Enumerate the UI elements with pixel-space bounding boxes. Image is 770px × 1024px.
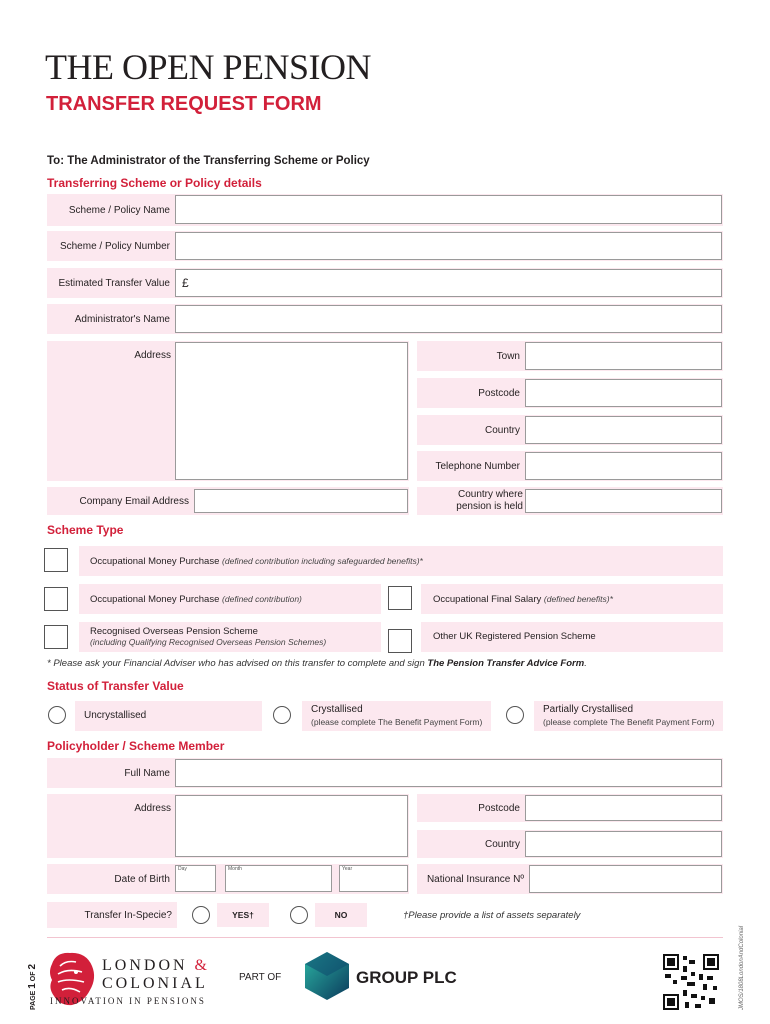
ni-label: National Insurance Nº	[426, 873, 524, 885]
other-uk-checkbox[interactable]	[388, 629, 412, 653]
footnote-doc: The Pension Transfer Advice Form	[427, 658, 585, 669]
country-held-line1: Country where	[457, 489, 523, 500]
in-specie-no-radio[interactable]	[290, 906, 308, 924]
brand-line2: COLONIAL	[102, 975, 208, 992]
scheme-type-heading: Scheme Type	[47, 523, 124, 537]
dob-day-hint: Day	[178, 866, 187, 872]
partial-label	[543, 704, 714, 728]
overseas-text: Recognised Overseas Pension Scheme	[90, 626, 258, 637]
footnote-prefix: * Please ask your Financial Adviser who has advised on this transfer to complete and sign	[47, 658, 428, 669]
scheme-number-input[interactable]	[175, 232, 722, 260]
partial-note: (please complete The Benefit Payment Form)	[543, 717, 715, 727]
country-label: Country	[484, 424, 520, 436]
brand-line1: LONDON	[102, 957, 188, 974]
scheme-number-label: Scheme / Policy Number	[59, 240, 170, 252]
address-input[interactable]	[175, 342, 408, 480]
admin-name-label: Administrator's Name	[74, 313, 170, 325]
postcode-input[interactable]	[525, 379, 722, 407]
currency-symbol: £	[182, 276, 189, 290]
member-country-label: Country	[484, 838, 520, 850]
final-salary-checkbox[interactable]	[388, 586, 412, 610]
transfer-value-input[interactable]	[175, 269, 722, 297]
member-country-input[interactable]	[525, 831, 722, 857]
dob-year-hint: Year	[342, 866, 353, 872]
crystallised-label	[311, 704, 482, 728]
omp-checkbox[interactable]	[44, 587, 68, 611]
country-input[interactable]	[525, 416, 722, 444]
of-word: OF	[30, 971, 37, 982]
omp-safeguarded-label	[90, 556, 423, 567]
omp-safeguarded-text: Occupational Money Purchase	[90, 556, 220, 567]
town-input[interactable]	[525, 342, 722, 370]
page-indicator	[27, 964, 38, 1010]
omp-label	[90, 594, 302, 605]
brand-tagline: INNOVATION IN PENSIONS	[50, 996, 206, 1006]
page-total: 2	[27, 963, 38, 970]
footer-divider	[47, 937, 723, 938]
email-label: Company Email Address	[79, 495, 189, 507]
full-name-label: Full Name	[124, 767, 170, 779]
group-name: GROUP PLC	[356, 968, 457, 987]
scheme-name-label: Scheme / Policy Name	[68, 204, 170, 216]
in-specie-yes-label: YES†	[217, 903, 269, 927]
crystallised-note: (please complete The Benefit Payment Form)	[311, 717, 483, 727]
footnote-suffix: .	[584, 658, 587, 669]
telephone-input[interactable]	[525, 452, 722, 480]
country-held-input[interactable]	[525, 489, 722, 513]
to-line: To: The Administrator of the Transferring Scheme or Policy	[47, 155, 370, 167]
page-subtitle: TRANSFER REQUEST FORM	[46, 93, 322, 115]
dob-month-hint: Month	[228, 866, 242, 872]
brand-ampersand: &	[194, 957, 210, 974]
uncrystallised-label: Uncrystallised	[84, 710, 147, 721]
scheme-name-input[interactable]	[175, 195, 722, 224]
member-address-label: Address	[134, 803, 171, 814]
dob-label: Date of Birth	[114, 873, 170, 885]
overseas-note: (including Qualifying Recognised Overseas Pension Schemes)	[90, 637, 327, 647]
group-logo	[304, 951, 350, 1001]
qr-code	[663, 954, 719, 1010]
uncrystallised-radio[interactable]	[48, 706, 66, 724]
page-num: 1	[27, 983, 38, 989]
final-salary-note: (defined benefits)*	[543, 594, 613, 604]
country-held-label	[417, 489, 523, 513]
crystallised-radio[interactable]	[273, 706, 291, 724]
member-address-input[interactable]	[175, 795, 408, 857]
crystallised-text: Crystallised	[311, 704, 363, 715]
email-input[interactable]	[194, 489, 408, 513]
omp-safeguarded-checkbox[interactable]	[44, 548, 68, 572]
status-heading: Status of Transfer Value	[47, 679, 184, 693]
in-specie-yes-radio[interactable]	[192, 906, 210, 924]
transfer-section-heading: Transferring Scheme or Policy details	[47, 176, 262, 190]
in-specie-label: Transfer In-Specie?	[84, 909, 172, 921]
transfer-value-label: Estimated Transfer Value	[58, 277, 170, 289]
in-specie-no-label: NO	[315, 903, 367, 927]
omp-text: Occupational Money Purchase	[90, 594, 220, 605]
page-word: PAGE	[30, 990, 37, 1010]
final-salary-text: Occupational Final Salary	[433, 594, 542, 605]
other-uk-label: Other UK Registered Pension Scheme	[433, 631, 596, 642]
part-of-label: PART OF	[239, 972, 282, 983]
admin-name-input[interactable]	[175, 305, 722, 333]
brand-name	[102, 957, 210, 993]
partial-text: Partially Crystallised	[543, 704, 634, 715]
postcode-label: Postcode	[478, 387, 520, 399]
member-postcode-label: Postcode	[478, 802, 520, 814]
in-specie-note: †Please provide a list of assets separately	[403, 910, 581, 921]
country-held-line2: pension is held	[456, 501, 523, 512]
member-heading: Policyholder / Scheme Member	[47, 739, 225, 753]
final-salary-label	[433, 594, 613, 605]
omp-safeguarded-note: (defined contribution including safeguarded benefits)*	[222, 556, 423, 566]
town-label: Town	[496, 350, 520, 362]
full-name-input[interactable]	[175, 759, 722, 787]
overseas-label	[90, 626, 326, 648]
telephone-label: Telephone Number	[435, 460, 520, 472]
partial-radio[interactable]	[506, 706, 524, 724]
omp-note: (defined contribution)	[222, 594, 302, 604]
ni-input[interactable]	[529, 865, 722, 893]
scheme-type-footnote	[47, 658, 587, 669]
overseas-checkbox[interactable]	[44, 625, 68, 649]
address-label: Address	[134, 350, 171, 361]
member-postcode-input[interactable]	[525, 795, 722, 821]
page-title: THE OPEN PENSION	[45, 47, 372, 87]
reference-code: JMOS/1808LondonAndColonial	[739, 925, 745, 1010]
